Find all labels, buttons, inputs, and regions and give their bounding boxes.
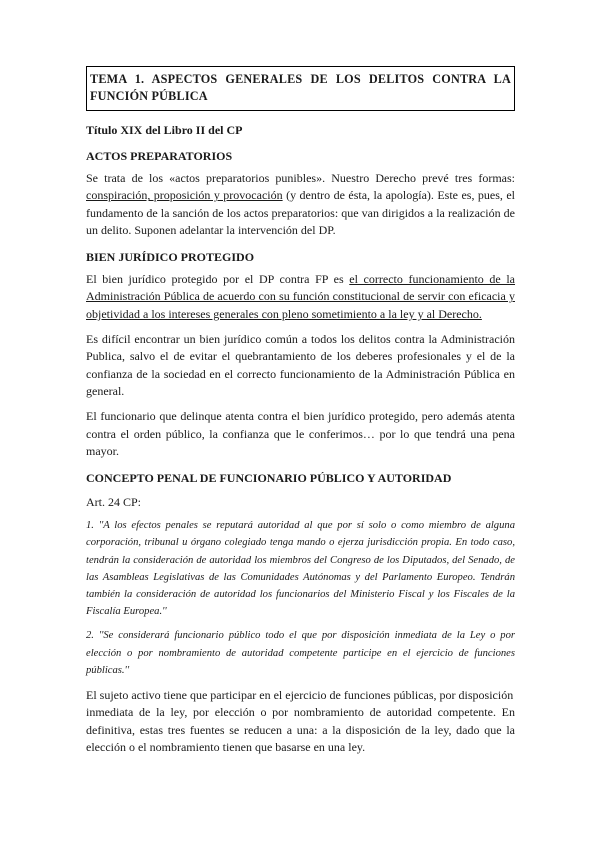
paragraph-bien-1 <box>86 271 515 323</box>
page-title: TEMA 1. ASPECTOS GENERALES DE LOS DELITOS CONTRA LA FUNCIÓN PÚBLICA <box>86 66 515 111</box>
text: Se trata de los «actos preparatorios punibles». Nuestro Derecho prevé tres formas: <box>86 171 515 185</box>
document-page <box>86 66 515 756</box>
text: (y dentro de ésta, la apología). Este es, pues, el fundamento de la sanción de los actos preparatorios: que van dirigidos a la realización de un delito. Suponen adelantar la intervención del DP. <box>86 188 515 237</box>
underlined-text: el correcto funcionamiento de la Administración Pública de acuerdo con su función constitucional de servir con eficacia y objetividad a los intereses generales con pleno sometimiento a la ley y al Derecho. <box>86 272 516 321</box>
heading-concepto: CONCEPTO PENAL DE FUNCIONARIO PÚBLICO Y AUTORIDAD <box>86 471 452 486</box>
paragraph-bien-3: El funcionario que delinque atenta contra el bien jurídico protegido, pero además atenta contra el orden público, la confianza que le conferimos… por lo que tendrá una pena mayor. <box>86 409 515 458</box>
heading-actos: ACTOS PREPARATORIOS <box>86 149 233 163</box>
underlined-text: conspiración, proposición y provocación <box>86 188 283 203</box>
subtitle: Título XIX del Libro II del CP <box>86 123 243 137</box>
quote-2: 2. ''Se considerará funcionario público todo el que por disposición inmediata de la Ley o por elección o por nombramiento de autoridad competente participe en el ejercicio de funciones públicas.'' <box>86 630 515 676</box>
quote-1: 1. ''A los efectos penales se reputará autoridad al que por sí solo o como miembro de alguna corporación, tribunal u órgano colegiado tenga mando o ejerza jurisdicción propia. En todo caso, tendrán la consideración de autoridad los miembros del Congreso de los Diputados, del Senado, de las Asambleas Legislativas de las Comunidades Autónomas y del Parlamento Europeo. Tendrán también la consideración de autoridad los funcionarios del Ministerio Fiscal y los Fiscales de la Fiscalía Europea.'' <box>86 520 515 618</box>
paragraph-bien-2: Es difícil encontrar un bien jurídico común a todos los delitos contra la Administración Publica, salvo el de evitar el quebrantamiento de los deberes profesionales y el de la confianza de la sociedad en el correcto funcionamiento de la Administración Pública en general. <box>86 332 515 398</box>
paragraph-sujeto-1: El sujeto activo tiene que participar en el ejercicio de funciones públicas, por disposición <box>86 687 514 702</box>
paragraph-actos <box>86 170 515 239</box>
text: El bien jurídico protegido por el DP contra FP es <box>86 272 350 287</box>
article-reference: Art. 24 CP: <box>86 495 142 510</box>
paragraph-sujeto-2: inmediata de la ley, por elección o por nombramiento de autoridad competente. En definitiva, estas tres fuentes se reducen a una: a la disposición de la ley, dado que la elección o el nombramiento tienen que basarse en una ley. <box>86 705 515 754</box>
heading-bien: BIEN JURÍDICO PROTEGIDO <box>86 250 255 265</box>
